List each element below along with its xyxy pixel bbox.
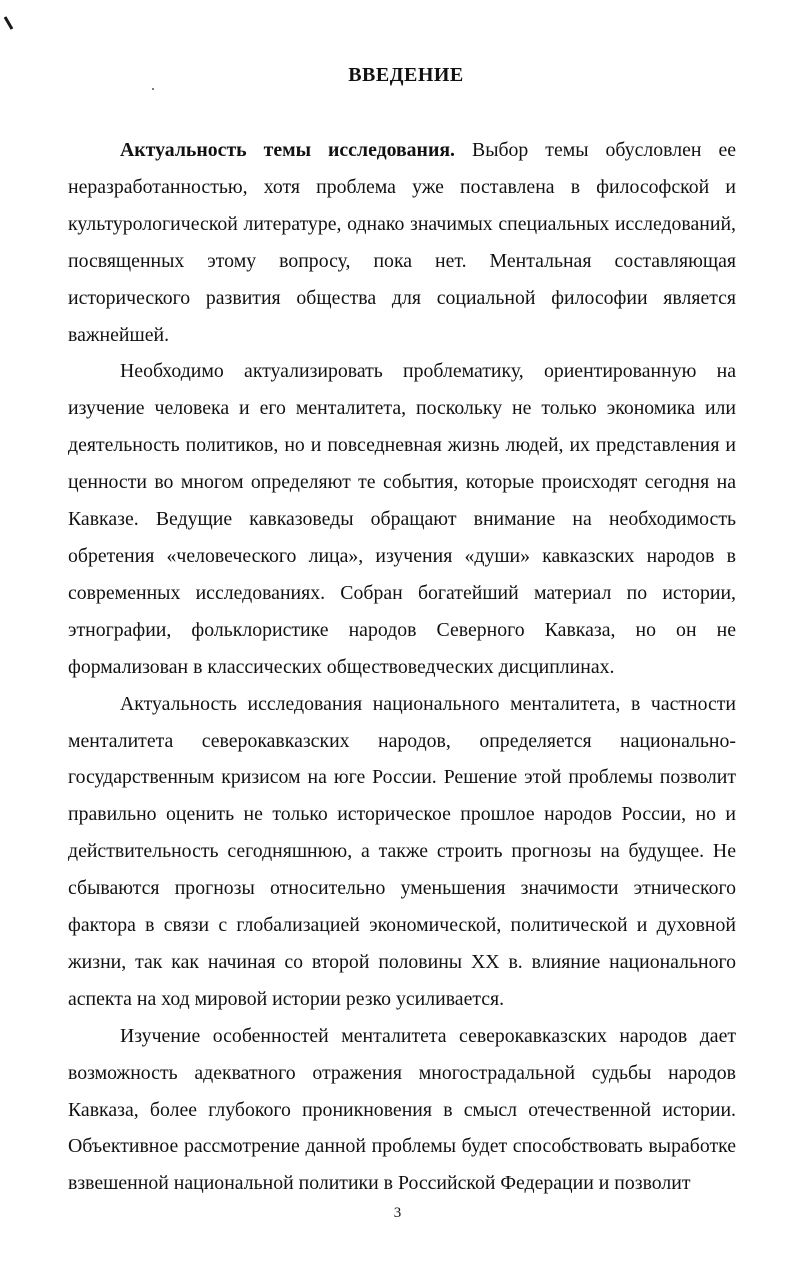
page-title: ВВЕДЕНИЕ: [348, 64, 464, 86]
paragraph-lead-bold: Актуальность темы исследования.: [120, 139, 456, 161]
paragraph: Актуальность исследования национального менталитета, в частности менталитета северокавказских народов, определяется национально-государственным кризисом на юге России. Решение этой проблемы позволит правильно оценить не только историческое прошлое народов России, но и действительность сегодняшнюю, а также строить прогнозы на будущее. Не сбываются прогнозы относительно уменьшения значимости этнического фактора в связи с глобализацией экономической, политической и духовной жизни, так как начиная со второй половины XX в. влияние национального аспекта на ход мировой истории резко усиливается.: [68, 692, 736, 1010]
paragraph-text: Выбор темы обусловлен ее неразработанностью, хотя проблема уже поставлена в философской и культурологической литературе, однако значимых специальных исследований, посвященных этому вопросу, пока нет. Ментальная составляющая исторического развития общества для социальной философии является важнейшей.: [68, 139, 737, 346]
paragraph: Необходимо актуализировать проблематику, ориентированную на изучение человека и его менталитета, поскольку не только экономика или деятельность политиков, но и повседневная жизнь людей, их представления и ценности во многом определяют те события, которые происходят сегодня на Кавказе. Ведущие кавказоведы обращают внимание на необходимость обретения «человеческого лица», изучения «души» кавказских народов в современных исследованиях. Собран богатейший материал по истории, этнографии, фольклористике народов Северного Кавказа, но он не формализован в классических обществоведческих дисциплинах.: [68, 360, 736, 678]
paragraph-relevance: [68, 132, 736, 353]
body-text: [68, 132, 736, 1202]
paragraph: Изучение особенностей менталитета северокавказских народов дает возможность адекватного отражения многострадальной судьбы народов Кавказа, более глубокого проникновения в смысл отечественной истории. Объективное рассмотрение данной проблемы будет способствовать выработке взвешенной национальной политики в Российской Федерации и позволит: [68, 1024, 736, 1195]
scan-artifact-mark: [4, 16, 14, 30]
page-number: 3: [393, 1205, 402, 1221]
scan-artifact-dot: [152, 88, 154, 90]
